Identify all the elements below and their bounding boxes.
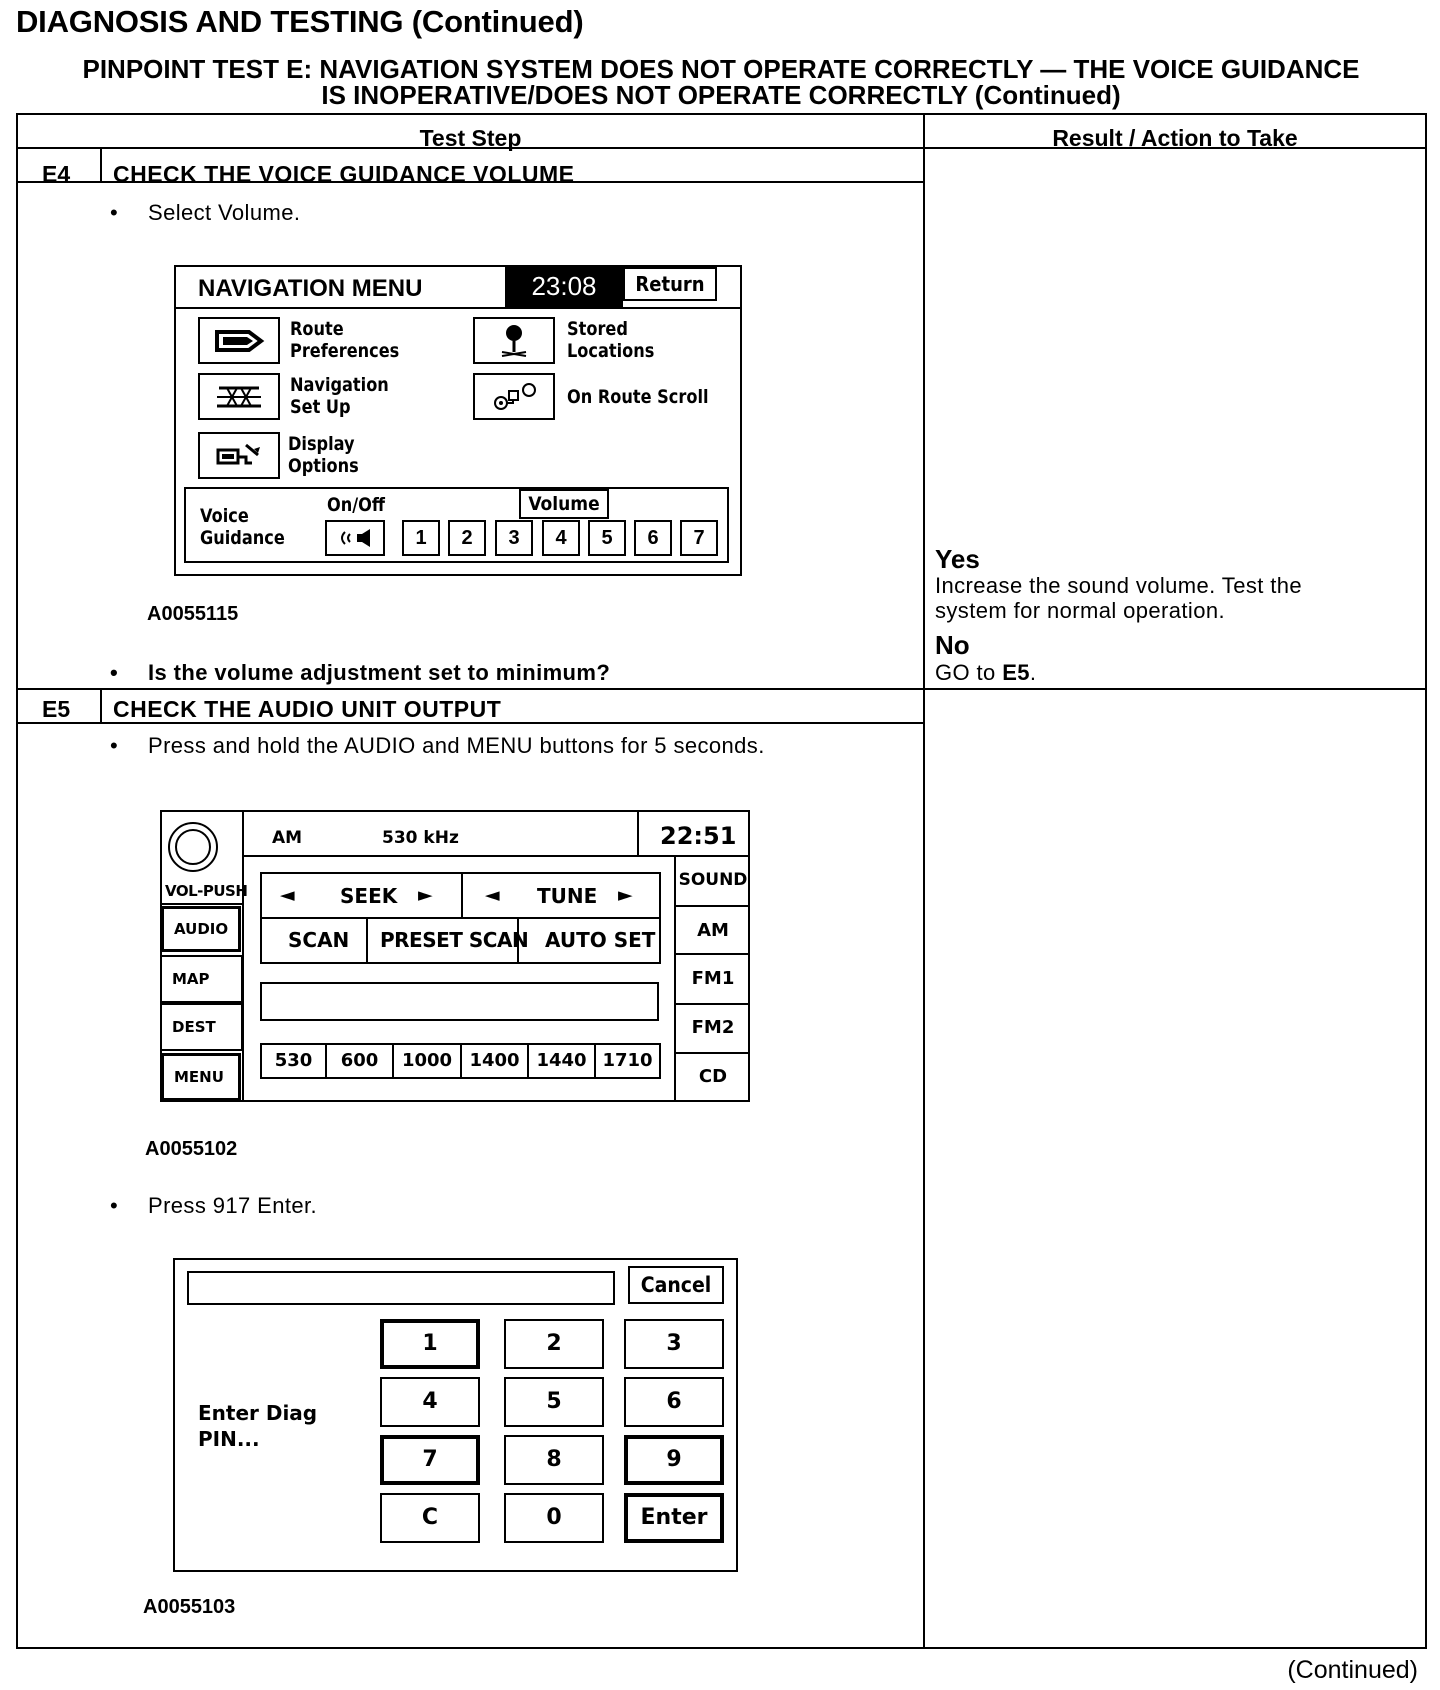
e4-yes-text-2: system for normal operation. bbox=[935, 598, 1225, 623]
on-off-label: On/Off bbox=[327, 494, 385, 516]
volume-level-7[interactable]: 7 bbox=[680, 520, 718, 556]
column-header-result: Result / Action to Take bbox=[1052, 125, 1298, 151]
on-route-scroll-label: On Route Scroll bbox=[567, 386, 709, 408]
subtitle-line-2: IS INOPERATIVE/DOES NOT OPERATE CORRECTLY (Continued) bbox=[321, 80, 1121, 110]
tune-label: TUNE bbox=[537, 884, 598, 908]
volume-knob-icon[interactable] bbox=[163, 820, 241, 874]
e4-yes-text bbox=[935, 573, 1302, 623]
preset-3[interactable]: 1000 bbox=[401, 1050, 453, 1071]
route-preferences-label bbox=[290, 318, 399, 362]
column-header-test-step: Test Step bbox=[419, 125, 522, 151]
step-title-e5: CHECK THE AUDIO UNIT OUTPUT bbox=[113, 696, 502, 722]
navigation-setup-icon[interactable] bbox=[198, 373, 280, 420]
volume-level-3[interactable]: 3 bbox=[495, 520, 533, 556]
pin-prompt-1: Enter Diag bbox=[198, 1401, 318, 1425]
cd-button[interactable]: CD bbox=[698, 1066, 728, 1087]
preset-2[interactable]: 600 bbox=[340, 1050, 379, 1071]
pin-entry-field[interactable] bbox=[187, 1271, 615, 1305]
e5-bullet-1-text: Press and hold the AUDIO and MENU buttons for 5 seconds. bbox=[148, 733, 765, 758]
subtitle-line-1: PINPOINT TEST E: NAVIGATION SYSTEM DOES NOT OPERATE CORRECTLY — THE VOICE GUIDANCE bbox=[82, 54, 1360, 84]
e4-no-label: No bbox=[935, 630, 970, 660]
fm1-button[interactable]: FM1 bbox=[691, 968, 735, 989]
voice-line-2: Guidance bbox=[200, 527, 285, 549]
e4-no-target: E5 bbox=[1002, 660, 1030, 685]
key-c[interactable]: C bbox=[380, 1493, 480, 1543]
e5-figure-2-id: A0055103 bbox=[143, 1596, 236, 1618]
key-enter[interactable]: Enter bbox=[624, 1493, 724, 1543]
page-title: DIAGNOSIS AND TESTING (Continued) bbox=[16, 4, 584, 39]
key-7[interactable]: 7 bbox=[380, 1435, 480, 1485]
e4-question-text: Is the volume adjustment set to minimum? bbox=[148, 660, 611, 685]
nav-clock: 23:08 bbox=[505, 265, 623, 307]
e5-figure-1-id: A0055102 bbox=[145, 1138, 238, 1160]
volume-level-1[interactable]: 1 bbox=[402, 520, 440, 556]
cancel-button[interactable]: Cancel bbox=[628, 1266, 724, 1304]
pin-prompt-2: PIN... bbox=[198, 1427, 260, 1451]
vol-push-label: VOL-PUSH bbox=[165, 882, 248, 900]
am-button[interactable]: AM bbox=[697, 920, 729, 941]
audio-button[interactable]: AUDIO bbox=[161, 906, 241, 952]
tune-left-icon[interactable]: ◄ bbox=[485, 884, 500, 906]
route-line-2: Preferences bbox=[290, 340, 400, 362]
e4-no-text bbox=[935, 660, 1036, 685]
radio-text-display bbox=[260, 982, 659, 1021]
preset-scan-button[interactable]: PRESET SCAN bbox=[380, 928, 529, 952]
dest-button[interactable]: DEST bbox=[160, 1003, 243, 1051]
e4-figure-id: A0055115 bbox=[147, 603, 239, 625]
stored-line-2: Locations bbox=[567, 340, 655, 362]
e4-yes-text-1: Increase the sound volume. Test the bbox=[935, 573, 1303, 598]
navigation-setup-label bbox=[290, 374, 389, 418]
display-options-icon[interactable] bbox=[198, 432, 280, 479]
return-button[interactable]: Return bbox=[623, 267, 717, 301]
auto-set-button[interactable]: AUTO SET bbox=[545, 928, 656, 952]
step-id-e4: E4 bbox=[42, 161, 71, 187]
e4-question: • Is the volume adjustment set to minimum? bbox=[110, 660, 611, 685]
e4-bullet-1: • Select Volume. bbox=[110, 200, 301, 225]
volume-level-4[interactable]: 4 bbox=[542, 520, 580, 556]
e4-no-prefix: GO to bbox=[935, 660, 1003, 685]
volume-level-5[interactable]: 5 bbox=[588, 520, 626, 556]
stored-locations-icon[interactable] bbox=[473, 317, 555, 364]
voice-on-off-toggle[interactable] bbox=[325, 520, 385, 556]
radio-clock: 22:51 bbox=[660, 822, 737, 850]
on-route-scroll-icon[interactable] bbox=[473, 373, 555, 420]
volume-level-2[interactable]: 2 bbox=[448, 520, 486, 556]
step-title-e4: CHECK THE VOICE GUIDANCE VOLUME bbox=[113, 161, 575, 187]
menu-button[interactable]: MENU bbox=[161, 1053, 241, 1101]
tune-right-icon[interactable]: ► bbox=[618, 884, 633, 906]
step-id-e5: E5 bbox=[42, 696, 71, 722]
nav-line-2: Set Up bbox=[290, 396, 351, 418]
key-4[interactable]: 4 bbox=[380, 1377, 480, 1427]
voice-line-1: Voice bbox=[200, 505, 249, 527]
seek-label: SEEK bbox=[340, 884, 398, 908]
route-line-1: Route bbox=[290, 318, 344, 340]
continued-note: (Continued) bbox=[1287, 1656, 1418, 1684]
preset-6[interactable]: 1710 bbox=[602, 1050, 653, 1071]
key-3[interactable]: 3 bbox=[624, 1319, 724, 1369]
volume-level-6[interactable]: 6 bbox=[634, 520, 672, 556]
scan-button[interactable]: SCAN bbox=[288, 928, 350, 952]
preset-1[interactable]: 530 bbox=[274, 1050, 313, 1071]
key-9[interactable]: 9 bbox=[624, 1435, 724, 1485]
enter-diag-pin-prompt bbox=[198, 1400, 317, 1452]
stored-line-1: Stored bbox=[567, 318, 628, 340]
nav-line-1: Navigation bbox=[290, 374, 389, 396]
stored-locations-label bbox=[567, 318, 654, 362]
e4-no-suffix: . bbox=[1029, 660, 1037, 685]
seek-left-icon[interactable]: ◄ bbox=[280, 884, 295, 906]
key-2[interactable]: 2 bbox=[504, 1319, 604, 1369]
key-8[interactable]: 8 bbox=[504, 1435, 604, 1485]
e5-bullet-2: • Press 917 Enter. bbox=[110, 1193, 318, 1218]
seek-right-icon[interactable]: ► bbox=[418, 884, 433, 906]
display-line-1: Display bbox=[288, 433, 355, 455]
preset-5[interactable]: 1440 bbox=[536, 1050, 587, 1071]
key-5[interactable]: 5 bbox=[504, 1377, 604, 1427]
display-line-2: Options bbox=[288, 455, 359, 477]
key-1[interactable]: 1 bbox=[380, 1319, 480, 1369]
map-button[interactable]: MAP bbox=[160, 955, 243, 1003]
preset-4[interactable]: 1400 bbox=[469, 1050, 520, 1071]
display-options-label bbox=[288, 433, 359, 477]
e4-bullet-1-text: Select Volume. bbox=[148, 200, 301, 225]
key-0[interactable]: 0 bbox=[504, 1493, 604, 1543]
e5-bullet-2-text: Press 917 Enter. bbox=[148, 1193, 318, 1218]
route-preferences-icon[interactable] bbox=[198, 317, 280, 364]
volume-button[interactable]: Volume bbox=[519, 489, 609, 519]
radio-band: AM bbox=[272, 828, 303, 848]
fm2-button[interactable]: FM2 bbox=[691, 1017, 735, 1038]
voice-guidance-label bbox=[200, 505, 285, 549]
e5-bullet-1: • Press and hold the AUDIO and MENU buttons for 5 seconds. bbox=[110, 733, 765, 758]
nav-menu-title: NAVIGATION MENU bbox=[198, 275, 423, 302]
key-6[interactable]: 6 bbox=[624, 1377, 724, 1427]
page-subtitle bbox=[16, 56, 1426, 108]
e4-yes-label: Yes bbox=[935, 544, 980, 574]
sound-button[interactable]: SOUND bbox=[678, 870, 748, 890]
radio-frequency: 530 kHz bbox=[382, 828, 459, 848]
